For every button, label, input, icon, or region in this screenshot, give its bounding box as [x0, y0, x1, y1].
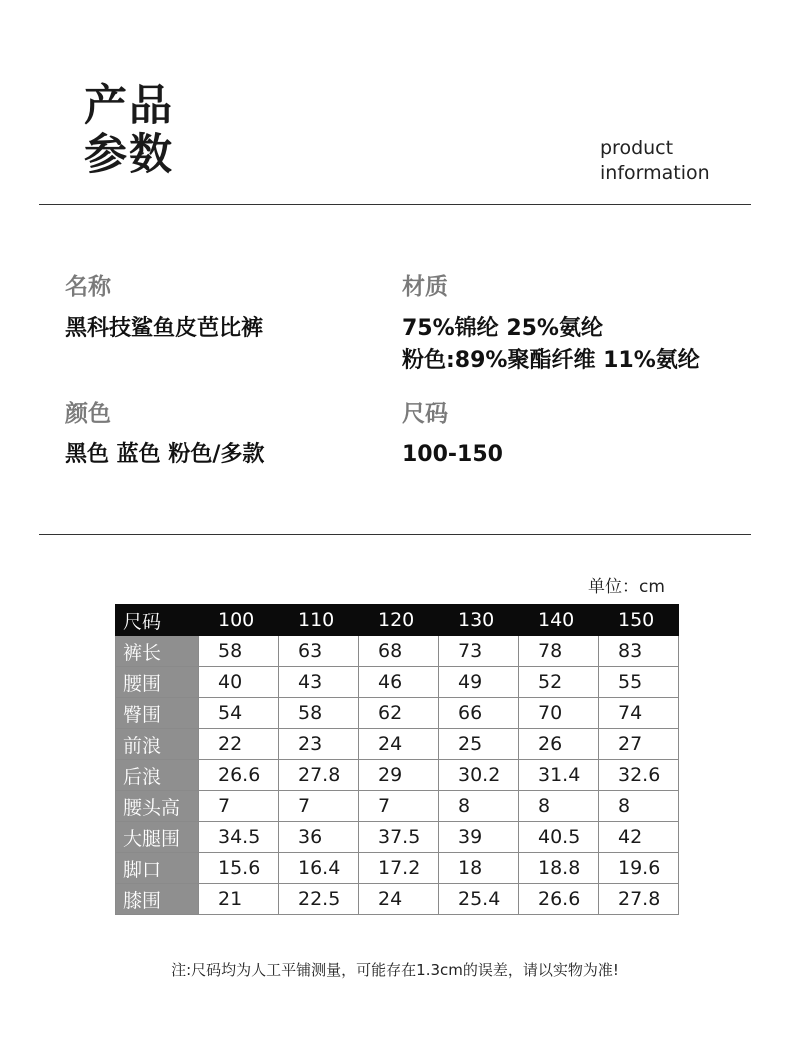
table-cell: 16.4: [279, 853, 359, 884]
table-cell: 34.5: [199, 822, 279, 853]
row-label: 腰头高: [116, 791, 199, 822]
subtitle-line-2: information: [600, 162, 710, 184]
page-subtitle: [600, 136, 710, 186]
table-cell: 52: [519, 667, 599, 698]
table-cell: 22.5: [279, 884, 359, 915]
table-cell: 73: [439, 636, 519, 667]
table-cell: 40: [199, 667, 279, 698]
table-cell: 66: [439, 698, 519, 729]
table-cell: 26.6: [519, 884, 599, 915]
size-chart-table: [115, 604, 679, 915]
row-label: 裤长: [116, 636, 199, 667]
table-cell: 18: [439, 853, 519, 884]
table-cell: 19.6: [599, 853, 679, 884]
row-label: 臀围: [116, 698, 199, 729]
table-cell: 24: [359, 884, 439, 915]
table-cell: 7: [199, 791, 279, 822]
table-row: [116, 636, 679, 667]
material-line-2: 粉色:89%聚酯纤维 11%氨纶: [402, 348, 700, 373]
size-header-cell: 140: [519, 605, 599, 636]
table-cell: 26.6: [199, 760, 279, 791]
material-value: [402, 313, 700, 377]
table-row: [116, 729, 679, 760]
material-line-1: 75%锦纶 25%氨纶: [402, 316, 603, 341]
table-corner-cell: 尺码: [116, 605, 199, 636]
table-cell: 63: [279, 636, 359, 667]
table-cell: 22: [199, 729, 279, 760]
name-value: 黑科技鲨鱼皮芭比裤: [65, 316, 264, 341]
unit-label: 单位：cm: [588, 577, 665, 597]
table-cell: 62: [359, 698, 439, 729]
table-cell: 18.8: [519, 853, 599, 884]
table-cell: 24: [359, 729, 439, 760]
size-header-cell: 120: [359, 605, 439, 636]
table-row: [116, 822, 679, 853]
table-cell: 55: [599, 667, 679, 698]
table-cell: 32.6: [599, 760, 679, 791]
table-cell: 7: [359, 791, 439, 822]
title-line-1: 产品: [84, 81, 174, 131]
size-label: 尺码: [402, 401, 448, 427]
row-label: 腰围: [116, 667, 199, 698]
table-header-row: [116, 605, 679, 636]
table-row: [116, 698, 679, 729]
row-label: 前浪: [116, 729, 199, 760]
table-cell: 7: [279, 791, 359, 822]
table-cell: 27.8: [279, 760, 359, 791]
subtitle-line-1: product: [600, 137, 674, 159]
table-cell: 23: [279, 729, 359, 760]
table-row: [116, 853, 679, 884]
table-cell: 70: [519, 698, 599, 729]
table-cell: 17.2: [359, 853, 439, 884]
table-cell: 40.5: [519, 822, 599, 853]
table-cell: 39: [439, 822, 519, 853]
divider-middle: [39, 534, 751, 535]
row-label: 膝围: [116, 884, 199, 915]
table-row: [116, 667, 679, 698]
table-cell: 26: [519, 729, 599, 760]
size-header-cell: 150: [599, 605, 679, 636]
table-row: [116, 760, 679, 791]
size-header-cell: 100: [199, 605, 279, 636]
table-cell: 42: [599, 822, 679, 853]
table-cell: 43: [279, 667, 359, 698]
table-cell: 25.4: [439, 884, 519, 915]
table-cell: 83: [599, 636, 679, 667]
size-value: 100-150: [402, 442, 503, 467]
table-cell: 37.5: [359, 822, 439, 853]
table-cell: 27.8: [599, 884, 679, 915]
title-line-2: 参数: [84, 130, 174, 180]
table-row: [116, 884, 679, 915]
table-cell: 15.6: [199, 853, 279, 884]
name-label: 名称: [65, 274, 111, 300]
table-cell: 54: [199, 698, 279, 729]
table-cell: 36: [279, 822, 359, 853]
table-cell: 49: [439, 667, 519, 698]
table-cell: 46: [359, 667, 439, 698]
color-value: 黑色 蓝色 粉色/多款: [65, 442, 265, 467]
table-cell: 30.2: [439, 760, 519, 791]
table-cell: 29: [359, 760, 439, 791]
table-cell: 8: [519, 791, 599, 822]
table-row: [116, 791, 679, 822]
divider-top: [39, 204, 751, 205]
table-cell: 78: [519, 636, 599, 667]
material-label: 材质: [402, 274, 448, 300]
size-header-cell: 130: [439, 605, 519, 636]
table-cell: 25: [439, 729, 519, 760]
table-cell: 8: [599, 791, 679, 822]
color-label: 颜色: [65, 401, 111, 427]
page-title: [84, 82, 174, 180]
table-cell: 58: [279, 698, 359, 729]
table-cell: 68: [359, 636, 439, 667]
row-label: 后浪: [116, 760, 199, 791]
measurement-note: 注:尺码均为人工平铺测量，可能存在1.3cm的误差，请以实物为准!: [171, 961, 619, 979]
table-cell: 58: [199, 636, 279, 667]
table-cell: 27: [599, 729, 679, 760]
row-label: 大腿围: [116, 822, 199, 853]
table-cell: 8: [439, 791, 519, 822]
table-cell: 31.4: [519, 760, 599, 791]
row-label: 脚口: [116, 853, 199, 884]
table-cell: 74: [599, 698, 679, 729]
size-header-cell: 110: [279, 605, 359, 636]
table-cell: 21: [199, 884, 279, 915]
